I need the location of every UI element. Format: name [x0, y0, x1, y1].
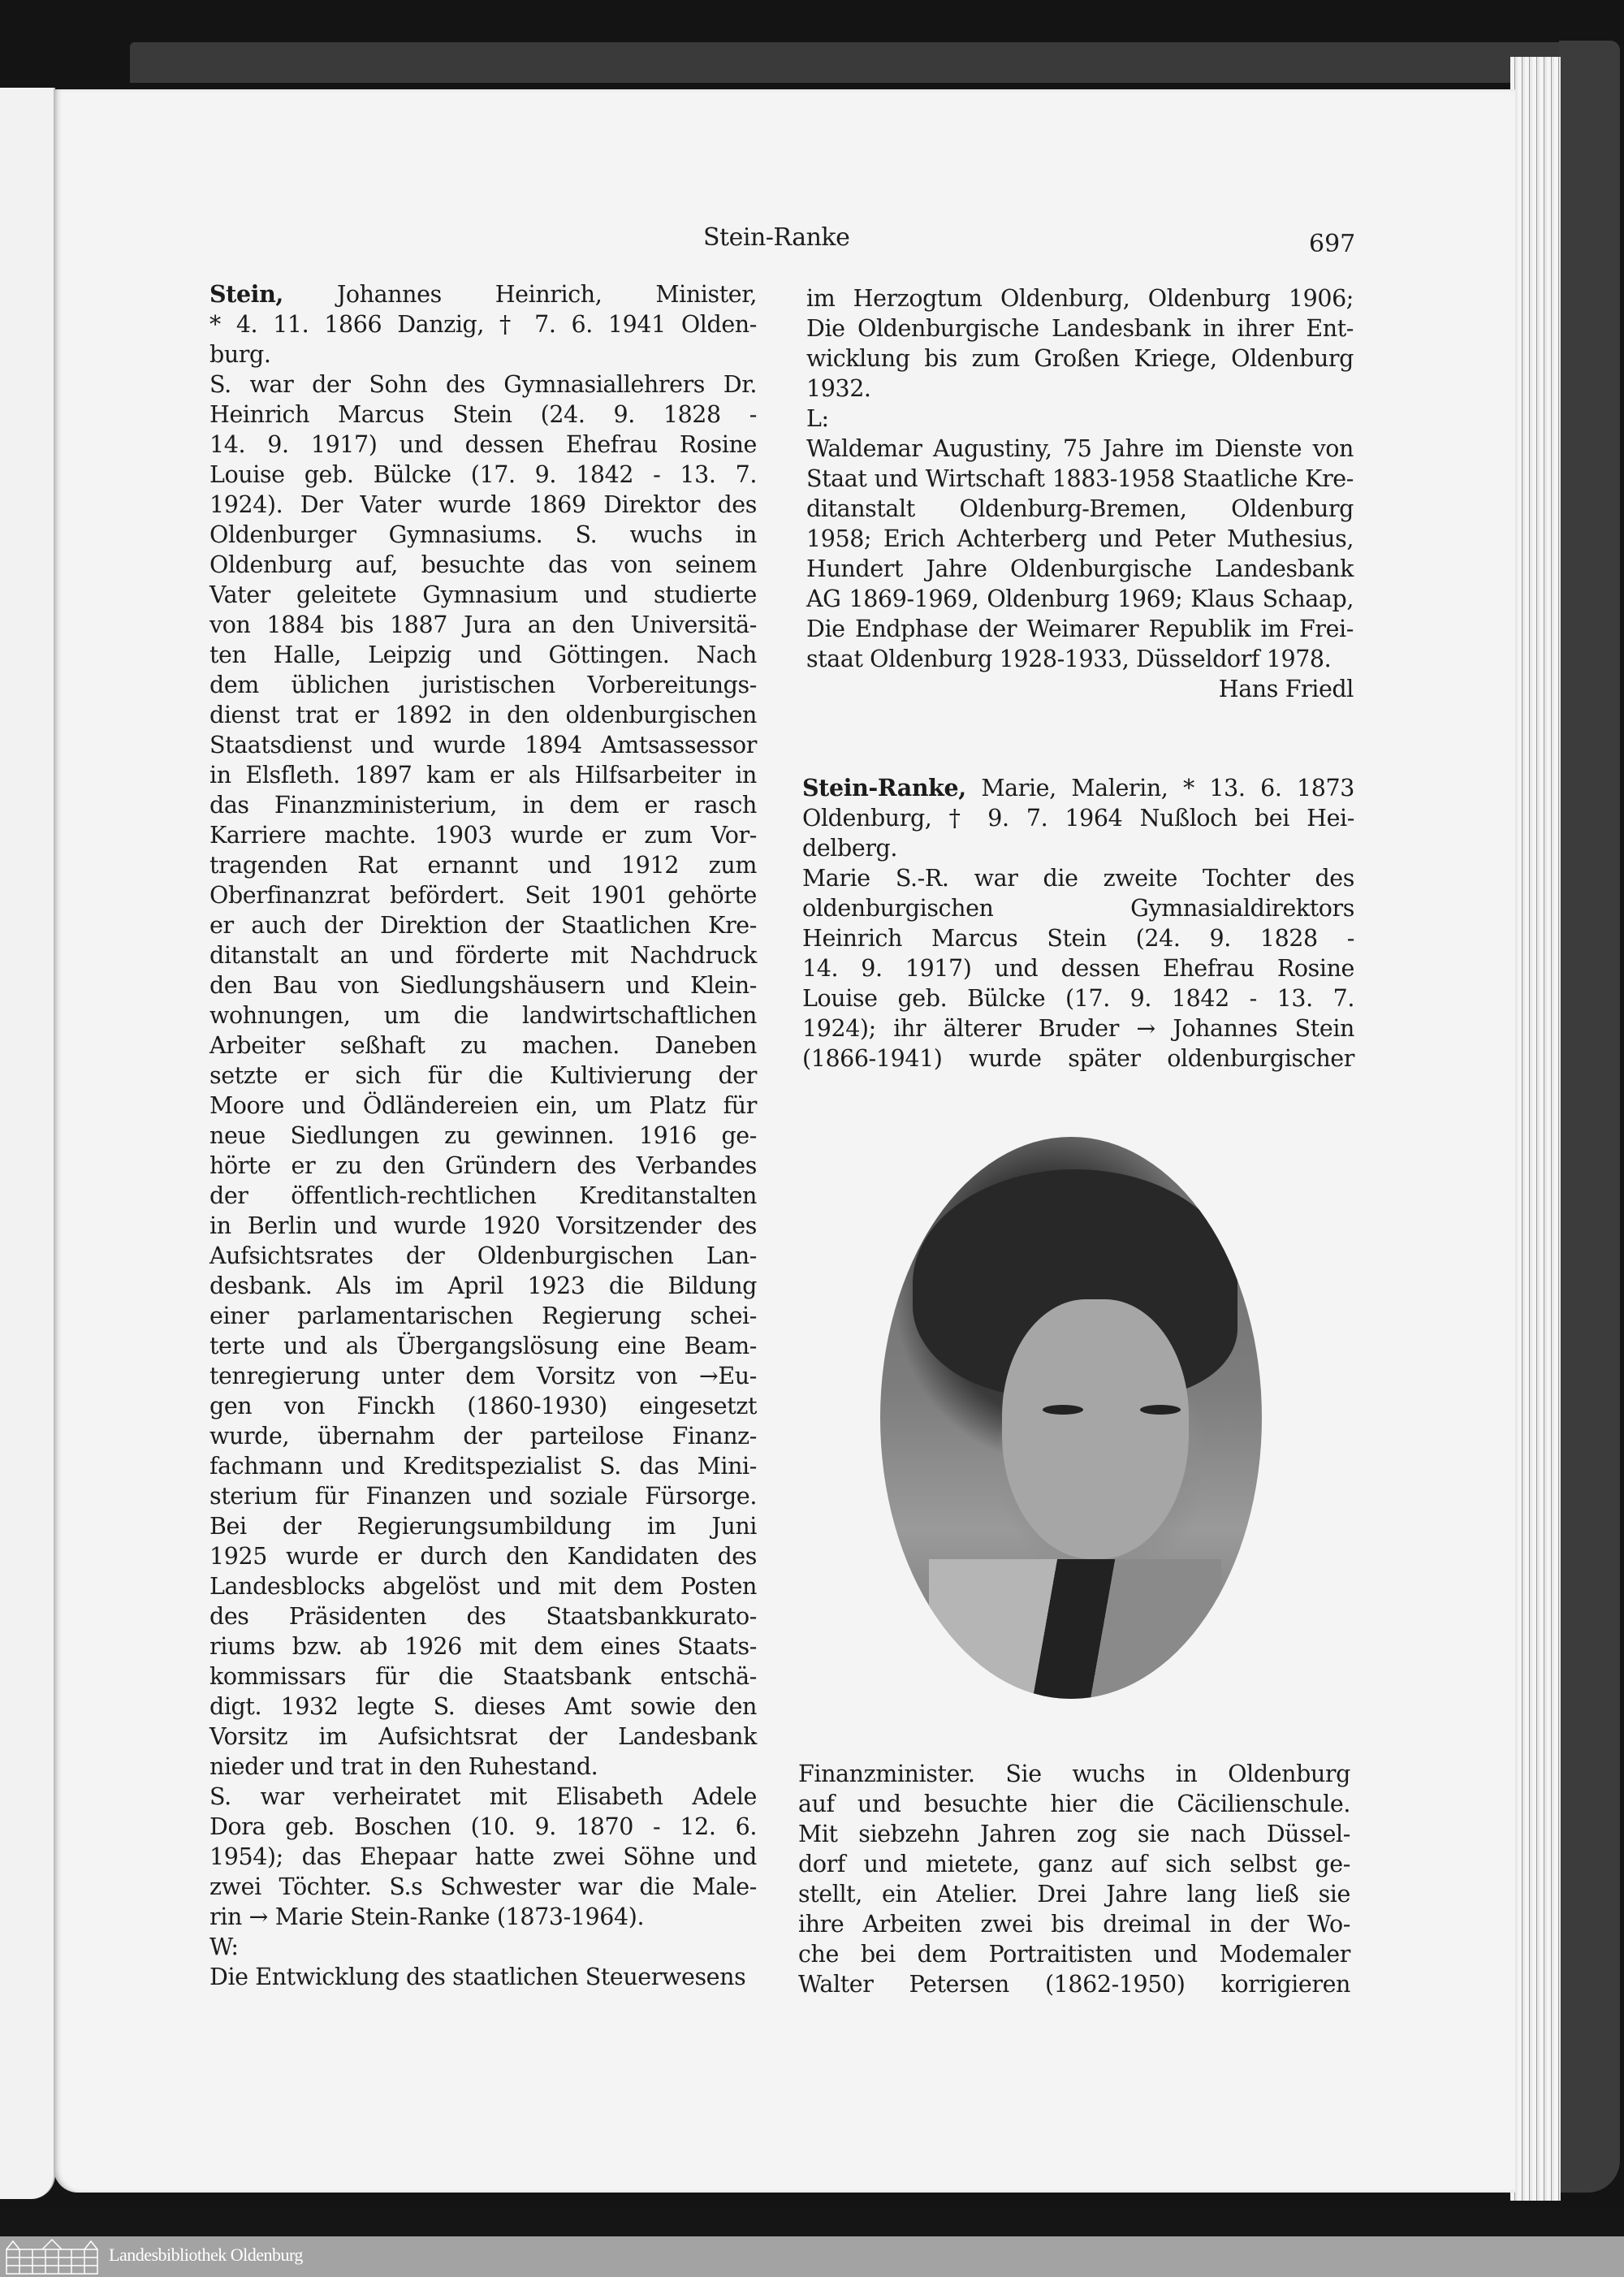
- book-cover-right: [1559, 41, 1620, 2193]
- text-line: L:: [806, 405, 829, 432]
- text-line: das Finanzministerium, in dem er rasch: [209, 792, 757, 819]
- text-line: im Herzogtum Oldenburg, Oldenburg 1906;: [806, 285, 1354, 312]
- running-head: Stein-Ranke: [703, 223, 850, 252]
- entry-stein-ranke-continued: [798, 1759, 1350, 1999]
- text-line: Die Endphase der Weimarer Republik im Frei-: [806, 616, 1354, 642]
- text-line: neue Siedlungen zu gewinnen. 1916 ge-: [209, 1122, 757, 1149]
- text-line: [802, 773, 1354, 803]
- text-line: Oldenburger Gymnasiums. S. wuchs in: [209, 521, 757, 548]
- text-line: tragenden Rat ernannt und 1912 zum: [209, 852, 757, 879]
- text-line: 1924); ihr älterer Bruder → Johannes Stein: [802, 1015, 1354, 1042]
- text-line: ditanstalt Oldenburg-Bremen, Oldenburg: [806, 495, 1354, 522]
- text-line: von 1884 bis 1887 Jura an den Universitä-: [209, 611, 757, 638]
- entry-header-text: Marie, Malerin, * 13. 6. 1873: [965, 775, 1354, 801]
- text-line: Oberfinanzrat befördert. Seit 1901 gehörte: [209, 882, 757, 909]
- text-line: rin → Marie Stein-Ranke (1873-1964).: [209, 1903, 645, 1930]
- text-line: dorf und mietete, ganz auf sich selbst ge-: [798, 1851, 1350, 1877]
- text-line: zwei Töchter. S.s Schwester war die Male-: [209, 1873, 757, 1900]
- text-line: 1925 wurde er durch den Kandidaten des: [209, 1543, 757, 1570]
- text-line: che bei dem Portraitisten und Modemaler: [798, 1941, 1350, 1968]
- text-line: [209, 279, 757, 309]
- text-line: hörte er zu den Gründern des Verbandes: [209, 1152, 757, 1179]
- text-line: wohnungen, um die landwirtschaftlichen: [209, 1002, 757, 1029]
- text-line: Heinrich Marcus Stein (24. 9. 1828 -: [209, 401, 757, 428]
- library-building-icon: [3, 2238, 101, 2275]
- text-line: wicklung bis zum Großen Kriege, Oldenburg: [806, 345, 1354, 372]
- text-line: terte und als Übergangslösung eine Beam-: [209, 1333, 757, 1359]
- text-line: AG 1869-1969, Oldenburg 1969; Klaus Schaap,: [806, 585, 1354, 612]
- text-line: kommissars für die Staatsbank entschä-: [209, 1663, 757, 1690]
- text-line: riums bzw. ab 1926 mit dem eines Staats-: [209, 1633, 757, 1660]
- text-line: Oldenburg auf, besuchte das von seinem: [209, 551, 757, 578]
- text-line: Vater geleitete Gymnasium und studierte: [209, 581, 757, 608]
- text-line: Moore und Ödländereien ein, um Platz für: [209, 1092, 757, 1119]
- text-line: 1924). Der Vater wurde 1869 Direktor des: [209, 491, 757, 518]
- text-line: Mit siebzehn Jahren zog sie nach Düssel-: [798, 1821, 1350, 1847]
- text-line: Vorsitz im Aufsichtsrat der Landesbank: [209, 1723, 757, 1750]
- entry-stein-ranke: [802, 773, 1354, 1074]
- text-line: Louise geb. Bülcke (17. 9. 1842 - 13. 7.: [209, 461, 757, 488]
- text-line: Arbeiter seßhaft zu machen. Daneben: [209, 1032, 757, 1059]
- entry-author: Hans Friedl: [1218, 676, 1354, 702]
- text-line: der öffentlich-rechtlichen Kreditanstalten: [209, 1182, 757, 1209]
- text-line: oldenburgischen Gymnasialdirektors: [802, 895, 1354, 922]
- text-line: Die Oldenburgische Landesbank in ihrer Ent-: [806, 315, 1354, 342]
- text-line: desbank. Als im April 1923 die Bildung: [209, 1272, 757, 1299]
- text-line: Finanzminister. Sie wuchs in Oldenburg: [798, 1761, 1350, 1787]
- portrait-face: [1002, 1299, 1189, 1559]
- text-line: Staatsdienst und wurde 1894 Amtsassessor: [209, 732, 757, 758]
- text-line: Aufsichtsrates der Oldenburgischen Lan-: [209, 1242, 757, 1269]
- book-cover-top: [130, 42, 1567, 83]
- text-line: sterium für Finanzen und soziale Fürsorge.: [209, 1483, 757, 1510]
- text-line: des Präsidenten des Staatsbankkurato-: [209, 1603, 757, 1630]
- text-line: 14. 9. 1917) und dessen Ehefrau Rosine: [802, 955, 1354, 982]
- text-line: delberg.: [802, 835, 898, 862]
- text-line: in Elsfleth. 1897 kam er als Hilfsarbeiter in: [209, 762, 757, 789]
- text-line: wurde, übernahm der parteilose Finanz-: [209, 1423, 757, 1450]
- text-line: ditanstalt an und förderte mit Nachdruck: [209, 942, 757, 969]
- portrait-photo-marie-stein-ranke: [880, 1137, 1262, 1699]
- entry-stein-continued: [806, 283, 1354, 704]
- text-line: 14. 9. 1917) und dessen Ehefrau Rosine: [209, 431, 757, 458]
- text-line: (1866-1941) wurde später oldenburgischer: [802, 1045, 1354, 1072]
- text-line: S. war verheiratet mit Elisabeth Adele: [209, 1783, 757, 1810]
- text-line: auf und besuchte hier die Cäcilienschule.: [798, 1791, 1350, 1817]
- text-line: Walter Petersen (1862-1950) korrigieren: [798, 1971, 1350, 1998]
- text-line: Dora geb. Boschen (10. 9. 1870 - 12. 6.: [209, 1813, 757, 1840]
- text-line: gen von Finckh (1860-1930) eingesetzt: [209, 1393, 757, 1419]
- library-name: Landesbibliothek Oldenburg: [109, 2245, 303, 2265]
- text-line: Die Entwicklung des staatlichen Steuerwesens: [209, 1964, 746, 1990]
- text-line: Hundert Jahre Oldenburgische Landesbank: [806, 555, 1354, 582]
- entry-stein-column: [209, 279, 757, 1992]
- text-line: Waldemar Augustiny, 75 Jahre im Dienste von: [806, 435, 1354, 462]
- page-edges: [1510, 57, 1561, 2201]
- text-line: ihre Arbeiten zwei bis dreimal in der Wo-: [798, 1911, 1350, 1938]
- text-line: Heinrich Marcus Stein (24. 9. 1828 -: [802, 925, 1354, 952]
- text-line: Oldenburg, † 9. 7. 1964 Nußloch bei Hei-: [802, 805, 1354, 832]
- text-line: Louise geb. Bülcke (17. 9. 1842 - 13. 7.: [802, 985, 1354, 1012]
- page-number: 697: [1309, 230, 1356, 258]
- text-line: setzte er sich für die Kultivierung der: [209, 1062, 757, 1089]
- text-line: Landesblocks abgelöst und mit dem Posten: [209, 1573, 757, 1600]
- text-line: * 4. 11. 1866 Danzig, † 7. 6. 1941 Olden-: [209, 311, 757, 338]
- text-line: stellt, ein Atelier. Drei Jahre lang ließ sie: [798, 1881, 1350, 1908]
- text-line: W:: [209, 1934, 239, 1960]
- text-line: burg.: [209, 341, 271, 368]
- text-line: Marie S.-R. war die zweite Tochter des: [802, 865, 1354, 892]
- text-line: fachmann und Kreditspezialist S. das Mini-: [209, 1453, 757, 1480]
- text-line: S. war der Sohn des Gymnasiallehrers Dr.: [209, 371, 757, 398]
- text-line: staat Oldenburg 1928-1933, Düsseldorf 1978.: [806, 646, 1332, 672]
- text-line: in Berlin und wurde 1920 Vorsitzender des: [209, 1212, 757, 1239]
- text-line: 1954); das Ehepaar hatte zwei Söhne und: [209, 1843, 757, 1870]
- entry-header-text: Johannes Heinrich, Minister,: [283, 281, 757, 308]
- text-line: Karriere machte. 1903 wurde er zum Vor-: [209, 822, 757, 849]
- entry-headword: Stein-Ranke,: [802, 774, 966, 801]
- portrait-collar: [929, 1559, 1221, 1699]
- portrait-eye-right: [1140, 1405, 1181, 1415]
- entry-headword: Stein,: [209, 280, 283, 308]
- text-line: digt. 1932 legte S. dieses Amt sowie den: [209, 1693, 757, 1720]
- text-line: den Bau von Siedlungshäusern und Klein-: [209, 972, 757, 999]
- text-line: er auch der Direktion der Staatlichen Kre-: [209, 912, 757, 939]
- text-line: 1932.: [806, 375, 871, 402]
- text-line: Staat und Wirtschaft 1883-1958 Staatliche Kre-: [806, 465, 1354, 492]
- text-line: dienst trat er 1892 in den oldenburgischen: [209, 702, 757, 728]
- text-line: 1958; Erich Achterberg und Peter Muthesius,: [806, 525, 1354, 552]
- portrait-eye-left: [1043, 1405, 1083, 1415]
- facing-page-edge: [0, 88, 55, 2199]
- text-line: Bei der Regierungsumbildung im Juni: [209, 1513, 757, 1540]
- text-line: einer parlamentarischen Regierung schei-: [209, 1303, 757, 1329]
- text-line: nieder und trat in den Ruhestand.: [209, 1753, 598, 1780]
- text-line: ten Halle, Leipzig und Göttingen. Nach: [209, 642, 757, 668]
- text-line: tenregierung unter dem Vorsitz von →Eu-: [209, 1363, 757, 1389]
- text-line: dem üblichen juristischen Vorbereitungs-: [209, 672, 757, 698]
